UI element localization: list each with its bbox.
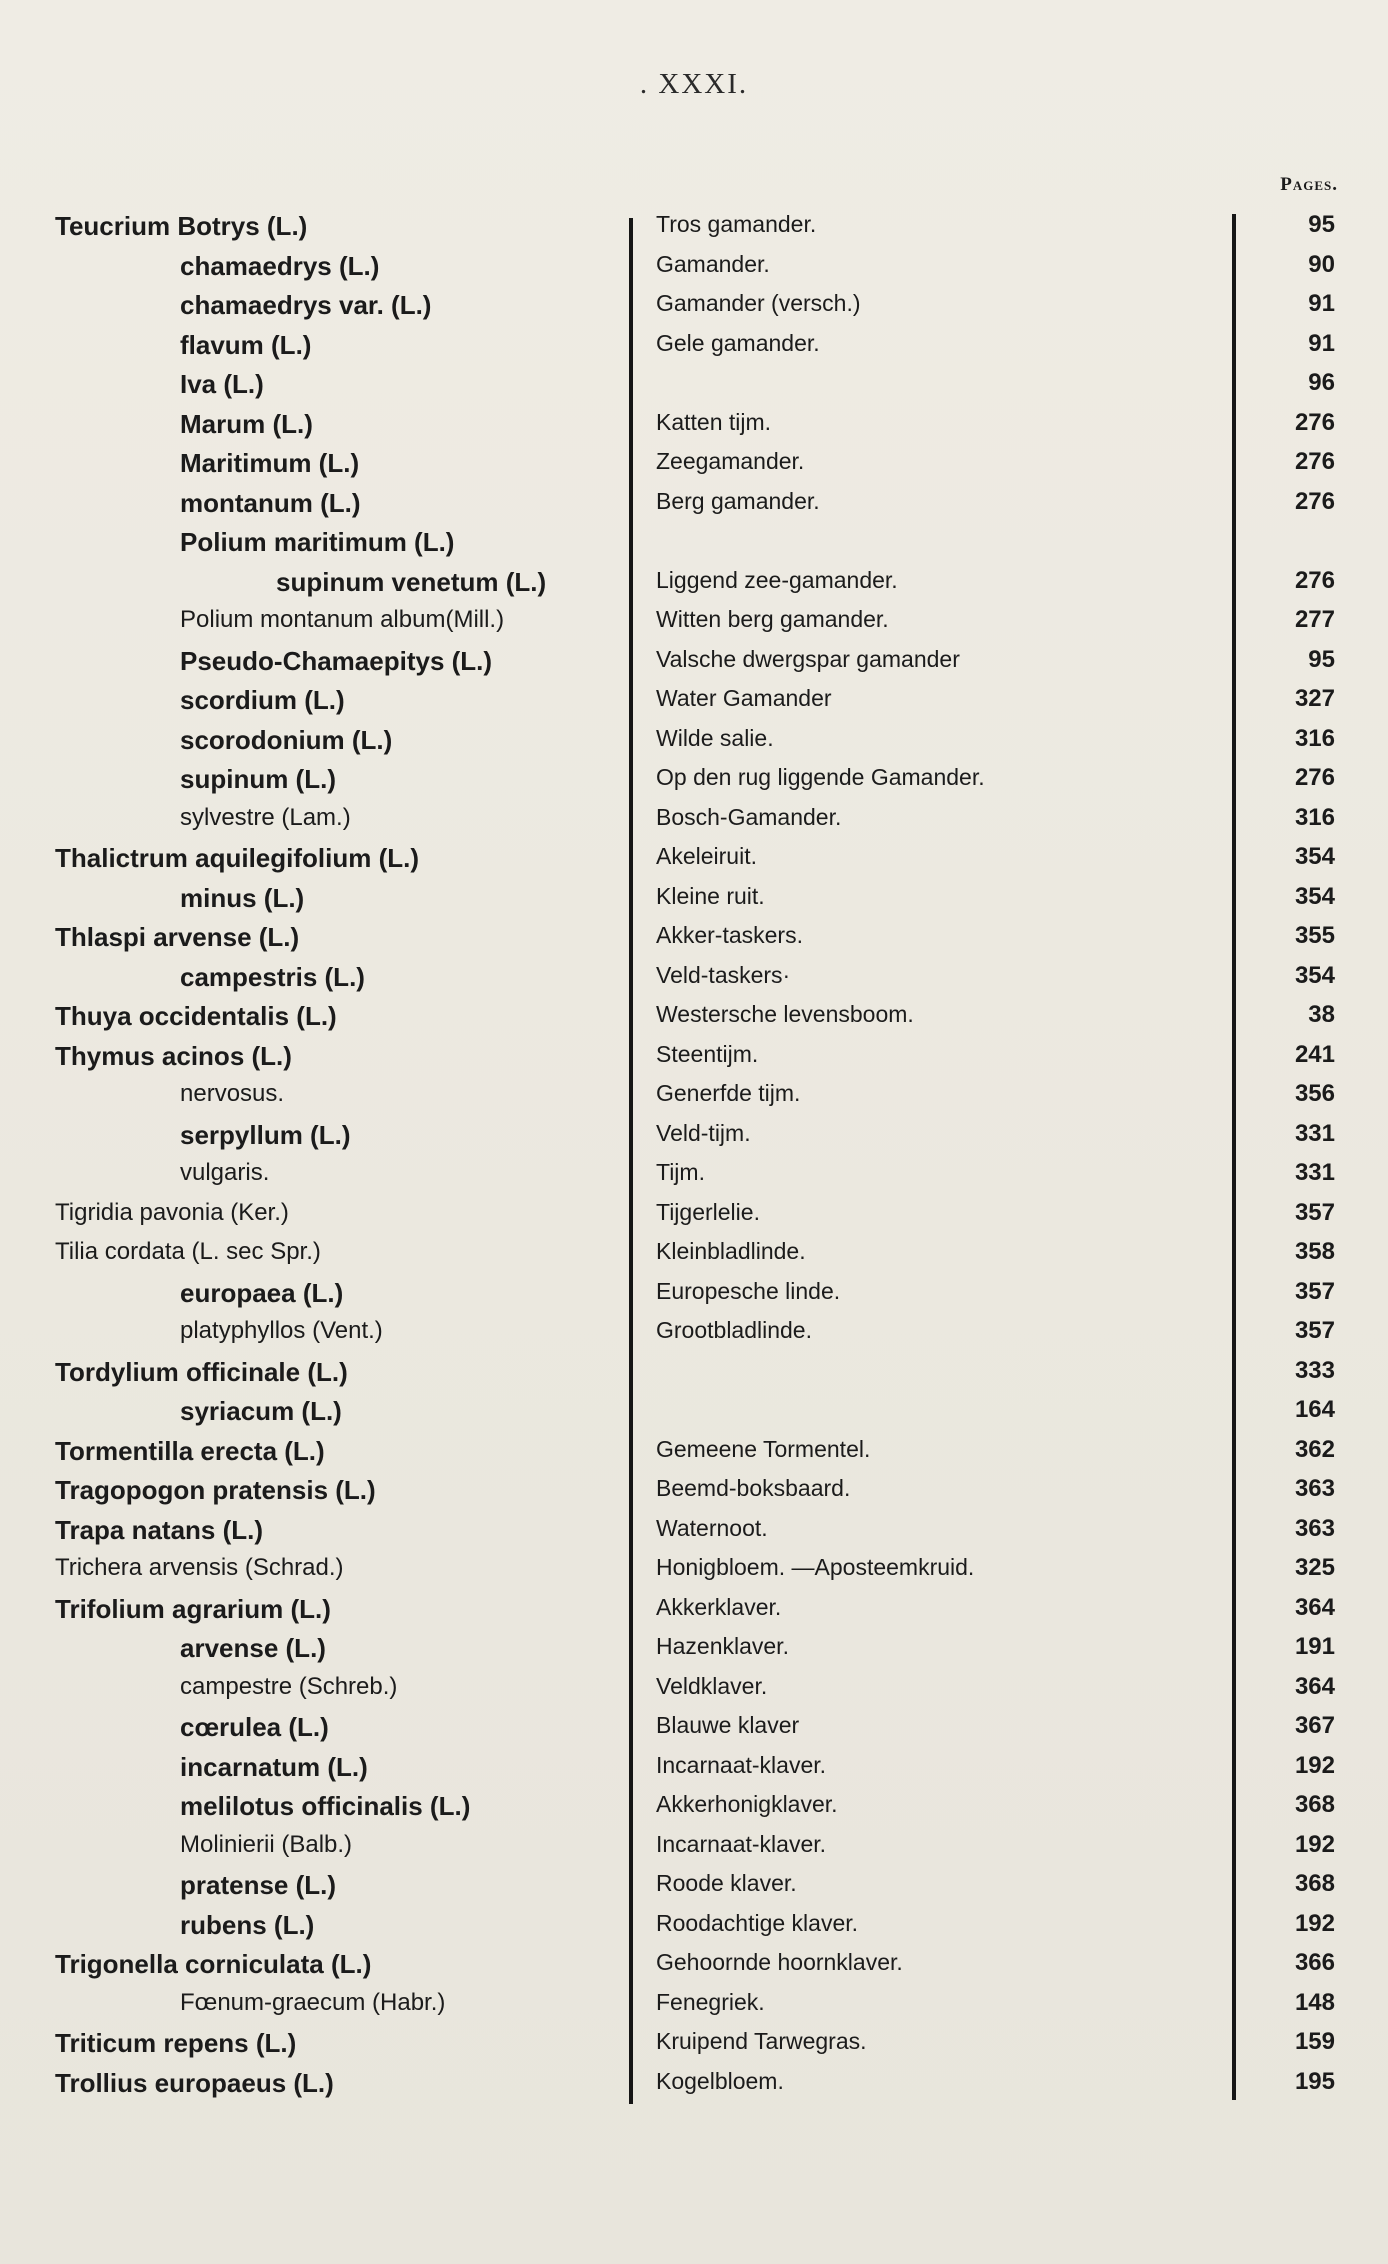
latin-name: Thuya occidentalis (L.) — [55, 1001, 337, 1031]
page-ref: 91 — [1308, 329, 1335, 357]
page-ref: 357 — [1294, 1317, 1335, 1344]
dutch-name: Blauwe klaver — [656, 1712, 800, 1738]
latin-name: pratense (L.) — [180, 1870, 337, 1900]
dutch-name: Akkerhonigklaver. — [656, 1791, 838, 1817]
latin-name: Pseudo-Chamaepitys (L.) — [180, 645, 493, 676]
dutch-name: Westersche levensboom. — [656, 1001, 914, 1027]
page-ref: 195 — [1294, 2067, 1335, 2095]
latin-name: Thalictrum aquilegifolium (L.) — [55, 843, 419, 873]
table-row — [0, 1867, 1388, 1907]
page-ref: 354 — [1294, 882, 1335, 910]
dutch-name: Fenegriek. — [656, 1988, 765, 2015]
latin-name: Trichera arvensis (Schrad.) — [55, 1554, 344, 1581]
dutch-name: Hazenklaver. — [656, 1633, 789, 1659]
table-row — [0, 2025, 1388, 2065]
table-row — [0, 1828, 1388, 1868]
latin-name: platyphyllos (Vent.) — [180, 1317, 383, 1344]
page-number: . XXXI. — [639, 68, 749, 100]
table-row — [0, 1907, 1388, 1947]
dutch-name: Akeleiruit. — [656, 843, 757, 869]
page-ref: 192 — [1294, 1830, 1335, 1858]
dutch-name: Op den rug liggende Gamander. — [656, 764, 985, 790]
dutch-name: Bosch-Gamander. — [656, 803, 842, 830]
table-row — [0, 603, 1388, 643]
table-row — [0, 880, 1388, 920]
page-ref: 191 — [1294, 1633, 1335, 1660]
latin-name: flavum (L.) — [180, 329, 312, 360]
latin-name: incarnatum (L.) — [180, 1751, 368, 1782]
page-ref: 354 — [1294, 843, 1335, 870]
dutch-name: Akkerklaver. — [656, 1593, 782, 1620]
page-ref: 38 — [1308, 1001, 1335, 1028]
page-ref: 364 — [1294, 1672, 1335, 1700]
dutch-name: Gemeene Tormentel. — [656, 1435, 871, 1462]
page-ref: 357 — [1294, 1277, 1335, 1305]
page-ref: 276 — [1294, 448, 1335, 475]
page-ref: 276 — [1294, 408, 1335, 436]
page-ref: 331 — [1294, 1159, 1335, 1186]
page-ref: 91 — [1308, 290, 1335, 317]
latin-name: melilotus officinalis (L.) — [180, 1791, 471, 1821]
latin-name: campestre (Schreb.) — [180, 1672, 398, 1700]
dutch-name: Roodachtige klaver. — [656, 1909, 859, 1936]
dutch-name: Europesche linde. — [656, 1277, 841, 1304]
latin-name: vulgaris. — [180, 1159, 270, 1186]
table-row — [0, 1512, 1388, 1552]
dutch-name: Honigbloem. —Aposteemkruid. — [656, 1554, 975, 1580]
table-row — [0, 287, 1388, 327]
table-row — [0, 840, 1388, 880]
table-row — [0, 959, 1388, 999]
table-row — [0, 1393, 1388, 1433]
dutch-name: Beemd-boksbaard. — [656, 1475, 851, 1501]
page-ref: 354 — [1294, 961, 1335, 989]
page-ref: 159 — [1294, 2028, 1335, 2055]
page-ref: 364 — [1294, 1593, 1335, 1621]
latin-name: supinum (L.) — [180, 764, 336, 794]
dutch-name: Katten tijm. — [656, 408, 772, 435]
table-row — [0, 761, 1388, 801]
latin-name: Triticum repens (L.) — [55, 2028, 297, 2058]
dutch-name: Witten berg gamander. — [656, 606, 889, 632]
latin-name: rubens (L.) — [180, 1909, 315, 1940]
table-row — [0, 524, 1388, 564]
table-row — [0, 1591, 1388, 1631]
page-ref: 276 — [1294, 487, 1335, 515]
page-ref: 241 — [1294, 1040, 1335, 1068]
dutch-name: Incarnaat-klaver. — [656, 1751, 827, 1778]
dutch-name: Steentijm. — [656, 1040, 759, 1067]
page-ref: 368 — [1294, 1791, 1335, 1818]
latin-name: Trapa natans (L.) — [55, 1514, 264, 1545]
page-ref: 358 — [1294, 1238, 1335, 1265]
dutch-name: Generfde tijm. — [656, 1080, 801, 1106]
table-row — [0, 1038, 1388, 1078]
table-row — [0, 1946, 1388, 1986]
table-row — [0, 919, 1388, 959]
latin-name: Trigonella corniculata (L.) — [55, 1949, 372, 1979]
latin-name: Tilia cordata (L. sec Spr.) — [55, 1238, 321, 1265]
page-ref: 363 — [1294, 1514, 1335, 1542]
table-row — [0, 998, 1388, 1038]
latin-name: Tigridia pavonia (Ker.) — [55, 1198, 289, 1226]
dutch-name: Kogelbloem. — [656, 2067, 784, 2094]
table-row — [0, 406, 1388, 446]
latin-name: Iva (L.) — [180, 369, 264, 399]
latin-name: Molinierii (Balb.) — [180, 1830, 353, 1858]
latin-name: cœrulea (L.) — [180, 1712, 329, 1742]
dutch-name: Kleine ruit. — [656, 882, 765, 909]
table-row — [0, 1670, 1388, 1710]
latin-name: Trifolium agrarium (L.) — [55, 1593, 331, 1624]
table-row — [0, 1472, 1388, 1512]
table-row — [0, 1986, 1388, 2026]
latin-name: Tordylium officinale (L.) — [55, 1356, 348, 1387]
page-ref: 366 — [1294, 1949, 1335, 1976]
dutch-name: Water Gamander — [656, 685, 832, 711]
latin-name: arvense (L.) — [180, 1633, 326, 1663]
table-row — [0, 1433, 1388, 1473]
table-row — [0, 1275, 1388, 1315]
dutch-name: Tijm. — [656, 1159, 705, 1185]
latin-name: serpyllum (L.) — [180, 1119, 351, 1150]
latin-name: sylvestre (Lam.) — [180, 803, 351, 831]
latin-name: Maritimum (L.) — [180, 448, 360, 478]
table-row — [0, 1077, 1388, 1117]
page-ref: 316 — [1294, 724, 1335, 752]
table-row — [0, 722, 1388, 762]
latin-name: syriacum (L.) — [180, 1396, 342, 1426]
dutch-name: Incarnaat-klaver. — [656, 1830, 827, 1857]
table-row — [0, 208, 1388, 248]
page-ref: 96 — [1308, 369, 1335, 396]
pages-column-header: Pages. — [1280, 174, 1338, 195]
page-ref: 192 — [1294, 1751, 1335, 1779]
table-row — [0, 248, 1388, 288]
latin-name: supinum venetum (L.) — [276, 566, 547, 597]
table-row — [0, 445, 1388, 485]
dutch-name: Gele gamander. — [656, 329, 820, 356]
dutch-name: Zeegamander. — [656, 448, 805, 474]
latin-name: Thlaspi arvense (L.) — [55, 922, 300, 952]
dutch-name: Veldklaver. — [656, 1672, 768, 1699]
dutch-name: Gamander. — [656, 250, 770, 277]
table-row — [0, 801, 1388, 841]
page-ref: 325 — [1294, 1554, 1335, 1581]
dutch-name: Grootbladlinde. — [656, 1317, 812, 1343]
latin-name: Tragopogon pratensis (L.) — [55, 1475, 376, 1505]
latin-name: Teucrium Botrys (L.) — [55, 211, 308, 241]
latin-name: nervosus. — [180, 1080, 285, 1107]
index-table — [0, 208, 1388, 2104]
table-row — [0, 1117, 1388, 1157]
latin-name: campestris (L.) — [180, 961, 365, 992]
latin-name: Marum (L.) — [180, 408, 313, 439]
latin-name: Polium montanum album(Mill.) — [180, 606, 505, 633]
dutch-name: Akker-taskers. — [656, 922, 803, 948]
latin-name: scorodonium (L.) — [180, 724, 393, 755]
table-row — [0, 1630, 1388, 1670]
page-ref: 367 — [1294, 1712, 1335, 1739]
latin-name: chamaedrys (L.) — [180, 250, 380, 281]
table-row — [0, 1156, 1388, 1196]
page-ref: 362 — [1294, 1435, 1335, 1463]
dutch-name: Veld-taskers· — [656, 961, 791, 988]
dutch-name: Tijgerlelie. — [656, 1198, 760, 1225]
latin-name: montanum (L.) — [180, 487, 361, 518]
dutch-name: Kleinbladlinde. — [656, 1238, 806, 1264]
page-ref: 363 — [1294, 1475, 1335, 1502]
table-row — [0, 485, 1388, 525]
latin-name: chamaedrys var. (L.) — [180, 290, 432, 320]
table-row — [0, 682, 1388, 722]
latin-name: Trollius europaeus (L.) — [55, 2067, 334, 2098]
latin-name: Thymus acinos (L.) — [55, 1040, 292, 1071]
latin-name: Fœnum-graecum (Habr.) — [180, 1988, 446, 2016]
page-ref: 316 — [1294, 803, 1335, 831]
dutch-name: Berg gamander. — [656, 487, 820, 514]
page-ref: 148 — [1294, 1988, 1335, 2016]
table-row — [0, 1235, 1388, 1275]
dutch-name: Waternoot. — [656, 1514, 768, 1541]
dutch-name: Kruipend Tarwegras. — [656, 2028, 867, 2054]
page-ref: 276 — [1294, 566, 1335, 594]
table-row — [0, 1196, 1388, 1236]
table-row — [0, 366, 1388, 406]
dutch-name: Wilde salie. — [656, 724, 774, 751]
dutch-name: Veld-tijm. — [656, 1119, 751, 1146]
latin-name: scordium (L.) — [180, 685, 345, 715]
dutch-name: Gehoornde hoornklaver. — [656, 1949, 903, 1975]
page-ref: 192 — [1294, 1909, 1335, 1937]
latin-name: Tormentilla erecta (L.) — [55, 1435, 325, 1466]
dutch-name: Liggend zee-gamander. — [656, 566, 898, 593]
page-ref: 90 — [1308, 250, 1335, 278]
page-ref: 331 — [1294, 1119, 1335, 1147]
page-ref: 95 — [1308, 211, 1335, 238]
page-ref: 357 — [1294, 1198, 1335, 1226]
table-row — [0, 1709, 1388, 1749]
dutch-name: Roode klaver. — [656, 1870, 797, 1896]
page-ref: 164 — [1294, 1396, 1335, 1423]
page-ref: 368 — [1294, 1870, 1335, 1897]
table-row — [0, 564, 1388, 604]
page-ref: 327 — [1294, 685, 1335, 712]
table-row — [0, 327, 1388, 367]
page-ref: 355 — [1294, 922, 1335, 949]
latin-name: Polium maritimum (L.) — [180, 527, 455, 557]
page-ref: 356 — [1294, 1080, 1335, 1107]
dutch-name: Valsche dwergspar gamander — [656, 645, 960, 672]
latin-name: europaea (L.) — [180, 1277, 344, 1308]
dutch-name: Tros gamander. — [656, 211, 817, 237]
page-ref: 333 — [1294, 1356, 1335, 1384]
page-ref: 276 — [1294, 764, 1335, 791]
latin-name: minus (L.) — [180, 882, 305, 913]
page-ref: 95 — [1308, 645, 1335, 673]
table-row — [0, 1314, 1388, 1354]
table-row — [0, 2065, 1388, 2105]
table-row — [0, 1749, 1388, 1789]
table-row — [0, 1354, 1388, 1394]
page-ref: 277 — [1294, 606, 1335, 633]
dutch-name: Gamander (versch.) — [656, 290, 861, 316]
table-row — [0, 1788, 1388, 1828]
table-row — [0, 643, 1388, 683]
table-row — [0, 1551, 1388, 1591]
